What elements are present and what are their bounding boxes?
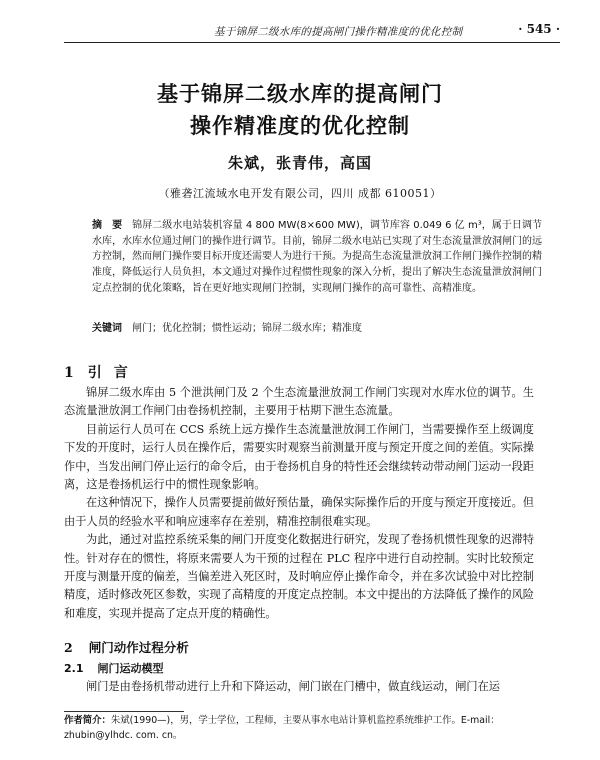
section-2-title: 闸门动作过程分析: [88, 640, 189, 655]
abstract: [92, 218, 542, 297]
paper-title-line-2: 操作精准度的优化控制: [190, 114, 410, 138]
subsection-2-1-title: 闸门运动模型: [97, 662, 164, 675]
subsection-2-1-body: [64, 678, 534, 696]
abstract-text: 锦屏二级水电站装机容量 4 800 MW(8×600 MW)，调节库容 0.049 6 亿 m³，属于日调节水库，水库水位通过闸门的操作进行调节。目前，锦屏二级水电站已实现了对生态流量泄放洞闸门的远方控制，然而闸门操作要目标开度还需要人为进行干预。为提高生态流量泄放洞工作闸门操作控制的精准度，降低运行人员负担，本文通过对操作过程惯性现象的深入分析，提出了解决生态流量泄放洞闸门定点控制的优化策略，旨在更好地实现闸门控制，实现闸门操作的高可靠性、高精准度。: [92, 220, 543, 294]
section-1-title: 引言: [87, 365, 140, 381]
paragraph: 锦屏二级水库由 5 个泄洪闸门及 2 个生态流量泄放洞工作闸门实现对水库水位的调节。生态流量泄放洞工作闸门由卷扬机控制，主要用于枯期下泄生态流量。: [64, 386, 534, 418]
section-2-heading: [64, 638, 189, 656]
subsection-2-1-number: 2.1: [64, 662, 84, 675]
paragraph: 闸门是由卷扬机带动进行上升和下降运动，闸门嵌在门槽中，做直线运动，闸门在运: [86, 680, 500, 693]
author-footnote: [64, 714, 534, 743]
paragraph: 为此，通过对监控系统采集的闸门开度变化数据进行研究，发现了卷扬机惯性现象的迟滞特性。针对存在的惯性，将原来需要人为干预的过程在 PLC 程序中进行自动控制。实时比较预定开度与测量开度的偏差，当偏差进入死区时，及时响应停止操作命令，并在多次试验中对比控制精度，适时修改死区参数，实现了高精度的开度定点控制。本文中提出的方法降低了操作的风险和难度，实现并提高了定点开度的精确性。: [64, 533, 534, 620]
paper-title-line-1: 基于锦屏二级水库的提高闸门: [157, 82, 443, 106]
section-2-number: 2: [64, 640, 73, 655]
page-number: · 545 ·: [518, 22, 560, 36]
abstract-label: 摘 要: [92, 220, 123, 231]
keywords-label: 关键词: [92, 323, 122, 334]
affiliation: （雅砻江流域水电开发有限公司，四川 成都 610051）: [158, 187, 442, 200]
subsection-2-1-heading: [64, 660, 164, 676]
running-header: [64, 22, 560, 43]
paragraph: 目前运行人员可在 CCS 系统上远方操作生态流量泄放洞工作闸门，当需要操作至上级调度下发的开度时，运行人员在操作后，需要实时观察当前测量开度与预定开度之间的差值。实际操作中，当发出闸门停止运行的命令后，由于卷扬机自身的特性还会继续转动带动闸门运动一段距离，这是卷扬机运行中的惯性现象影响。: [64, 422, 534, 492]
keywords: [92, 321, 542, 336]
section-1-heading: [64, 362, 140, 382]
footnote-divider: [64, 711, 184, 712]
footnote-label: 作者简介：: [64, 715, 111, 726]
footnote-text: 朱斌(1990—)，男，学士学位，工程师，主要从事水电站计算机监控系统维护工作。E-mail：zhubin@ylhdc. com. cn。: [64, 715, 500, 741]
paragraph: 在这种情况下，操作人员需要提前做好预估量，确保实际操作后的开度与预定开度接近。但由于人员的经验水平和响应速率存在差别，精准控制很难实现。: [64, 496, 534, 528]
section-1-body: [64, 384, 534, 623]
keywords-text: 闸门；优化控制；惯性运动；锦屏二级水库；精准度: [132, 323, 362, 334]
running-title: 基于锦屏二级水库的提高闸门操作精准度的优化控制: [214, 26, 463, 38]
authors: 朱斌，张青伟，高国: [227, 154, 372, 172]
section-1-number: 1: [64, 365, 74, 381]
